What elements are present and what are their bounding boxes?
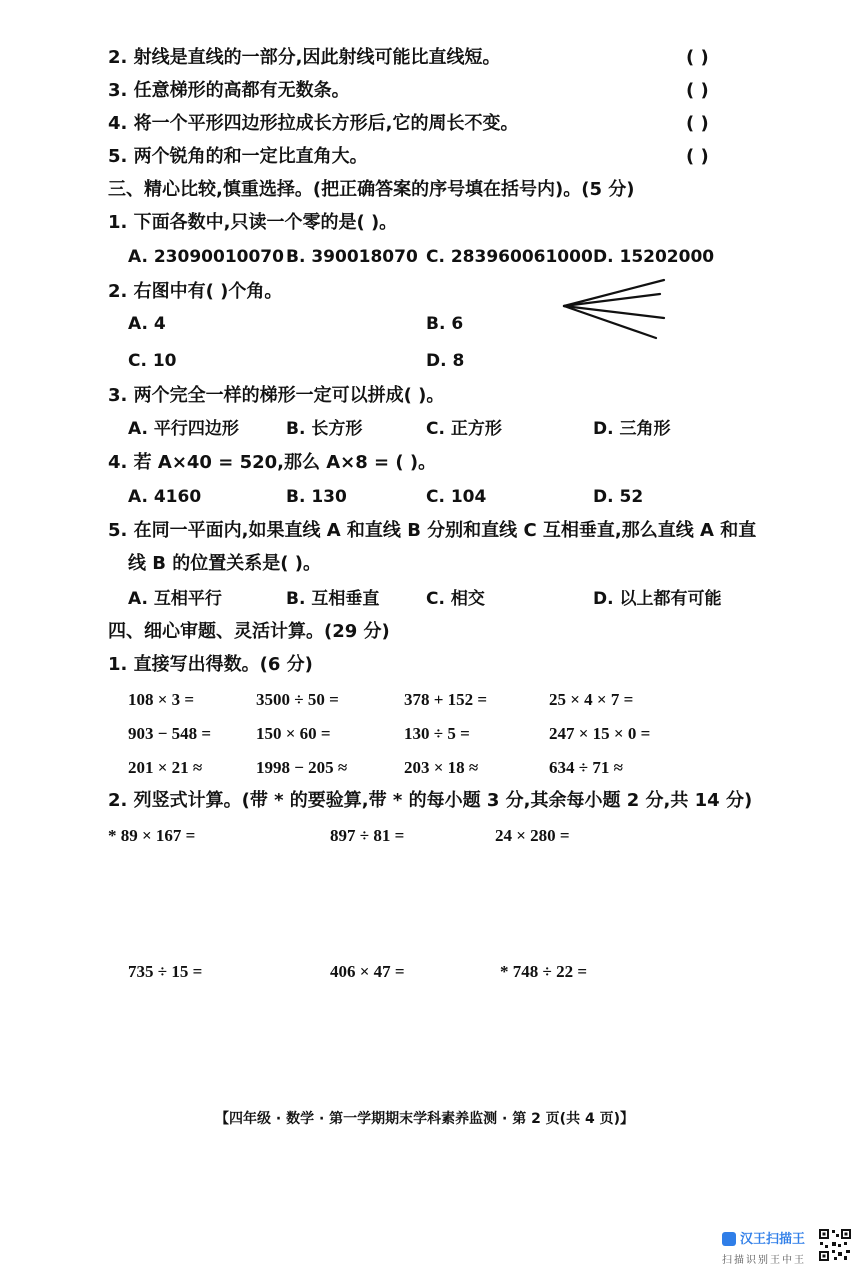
question-3-5-line-1: 5. 在同一平面内,如果直线 A 和直线 B 分别和直线 C 互相垂直,那么直线 A 和直 <box>108 520 757 541</box>
judge-item-5: 5. 两个锐角的和一定比直角大。 <box>108 146 368 167</box>
oral-calc: 201 × 21 ≈ <box>128 758 203 777</box>
option-a: A. 平行四边形 <box>128 419 239 439</box>
option-b: B. 互相垂直 <box>286 589 380 609</box>
answer-bracket: ( ) <box>686 113 709 134</box>
answer-bracket: ( ) <box>686 146 709 167</box>
option-c: C. 283960061000 <box>426 247 593 267</box>
oral-calc: 903 − 548 = <box>128 724 212 743</box>
question-3-2: 2. 右图中有( )个角。 <box>108 281 283 302</box>
option-b: B. 6 <box>426 314 464 334</box>
option-c: C. 正方形 <box>426 419 502 439</box>
judge-item-4: 4. 将一个平形四边形拉成长方形后,它的周长不变。 <box>108 113 519 134</box>
oral-calc: 25 × 4 × 7 = <box>549 690 634 709</box>
section-4-title: 四、细心审题、灵活计算。(29 分) <box>108 621 390 642</box>
judge-item-2: 2. 射线是直线的一部分,因此射线可能比直线短。 <box>108 47 501 68</box>
question-3-1: 1. 下面各数中,只读一个零的是( )。 <box>108 212 398 233</box>
option-d: D. 三角形 <box>593 419 671 439</box>
question-3-4: 4. 若 A×40 = 520,那么 A×8 = ( )。 <box>108 452 437 473</box>
question-3-3: 3. 两个完全一样的梯形一定可以拼成( )。 <box>108 385 445 406</box>
option-a: A. 23090010070 <box>128 247 284 267</box>
oral-calc: 150 × 60 = <box>256 724 331 743</box>
option-d: D. 15202000 <box>593 247 715 267</box>
scanner-name: 汉王扫描王 <box>740 1232 806 1247</box>
vertical-calc: 897 ÷ 81 = <box>330 826 405 845</box>
section-3-title: 三、精心比较,慎重选择。(把正确答案的序号填在括号内)。(5 分) <box>108 179 635 200</box>
answer-bracket: ( ) <box>686 80 709 101</box>
oral-calc: 247 × 15 × 0 = <box>549 724 651 743</box>
option-c: C. 104 <box>426 487 487 507</box>
option-d: D. 52 <box>593 487 644 507</box>
vertical-calc: * 89 × 167 = <box>108 826 196 845</box>
scanner-icon <box>722 1232 736 1246</box>
option-a: A. 互相平行 <box>128 589 222 609</box>
option-a: A. 4 <box>128 314 166 334</box>
angle-rays-figure <box>556 276 672 344</box>
oral-calc: 203 × 18 ≈ <box>404 758 479 777</box>
vertical-calc: 24 × 280 = <box>495 826 570 845</box>
oral-calc: 378 + 152 = <box>404 690 488 709</box>
option-c: C. 相交 <box>426 589 485 609</box>
oral-calc: 3500 ÷ 50 = <box>256 690 339 709</box>
oral-calc: 108 × 3 = <box>128 690 195 709</box>
scanner-logo <box>722 1228 822 1268</box>
vertical-calc: 735 ÷ 15 = <box>128 962 203 981</box>
option-b: B. 长方形 <box>286 419 363 439</box>
option-b: B. 390018070 <box>286 247 418 267</box>
part-2-title: 2. 列竖式计算。(带 * 的要验算,带 * 的每小题 3 分,其余每小题 2 分,共 14 分) <box>108 790 753 811</box>
vertical-calc: 406 × 47 = <box>330 962 405 981</box>
vertical-calc: * 748 ÷ 22 = <box>500 962 588 981</box>
option-a: A. 4160 <box>128 487 202 507</box>
scanner-slogan: 扫描识别王中王 <box>722 1255 806 1266</box>
question-3-5-line-2: 线 B 的位置关系是( )。 <box>128 553 321 574</box>
part-1-title: 1. 直接写出得数。(6 分) <box>108 654 313 675</box>
ray-line <box>564 280 664 306</box>
option-d: D. 8 <box>426 351 465 371</box>
option-c: C. 10 <box>128 351 177 371</box>
judge-item-3: 3. 任意梯形的高都有无数条。 <box>108 80 350 101</box>
answer-bracket: ( ) <box>686 47 709 68</box>
oral-calc: 634 ÷ 71 ≈ <box>549 758 623 777</box>
page-footer: 【四年级 · 数学 · 第一学期期末学科素养监测 · 第 2 页(共 4 页)】 <box>215 1111 634 1127</box>
ray-line <box>564 294 660 306</box>
option-b: B. 130 <box>286 487 347 507</box>
oral-calc: 130 ÷ 5 = <box>404 724 470 743</box>
option-d: D. 以上都有可能 <box>593 589 722 609</box>
qr-code-icon <box>818 1228 852 1262</box>
oral-calc: 1998 − 205 ≈ <box>256 758 348 777</box>
